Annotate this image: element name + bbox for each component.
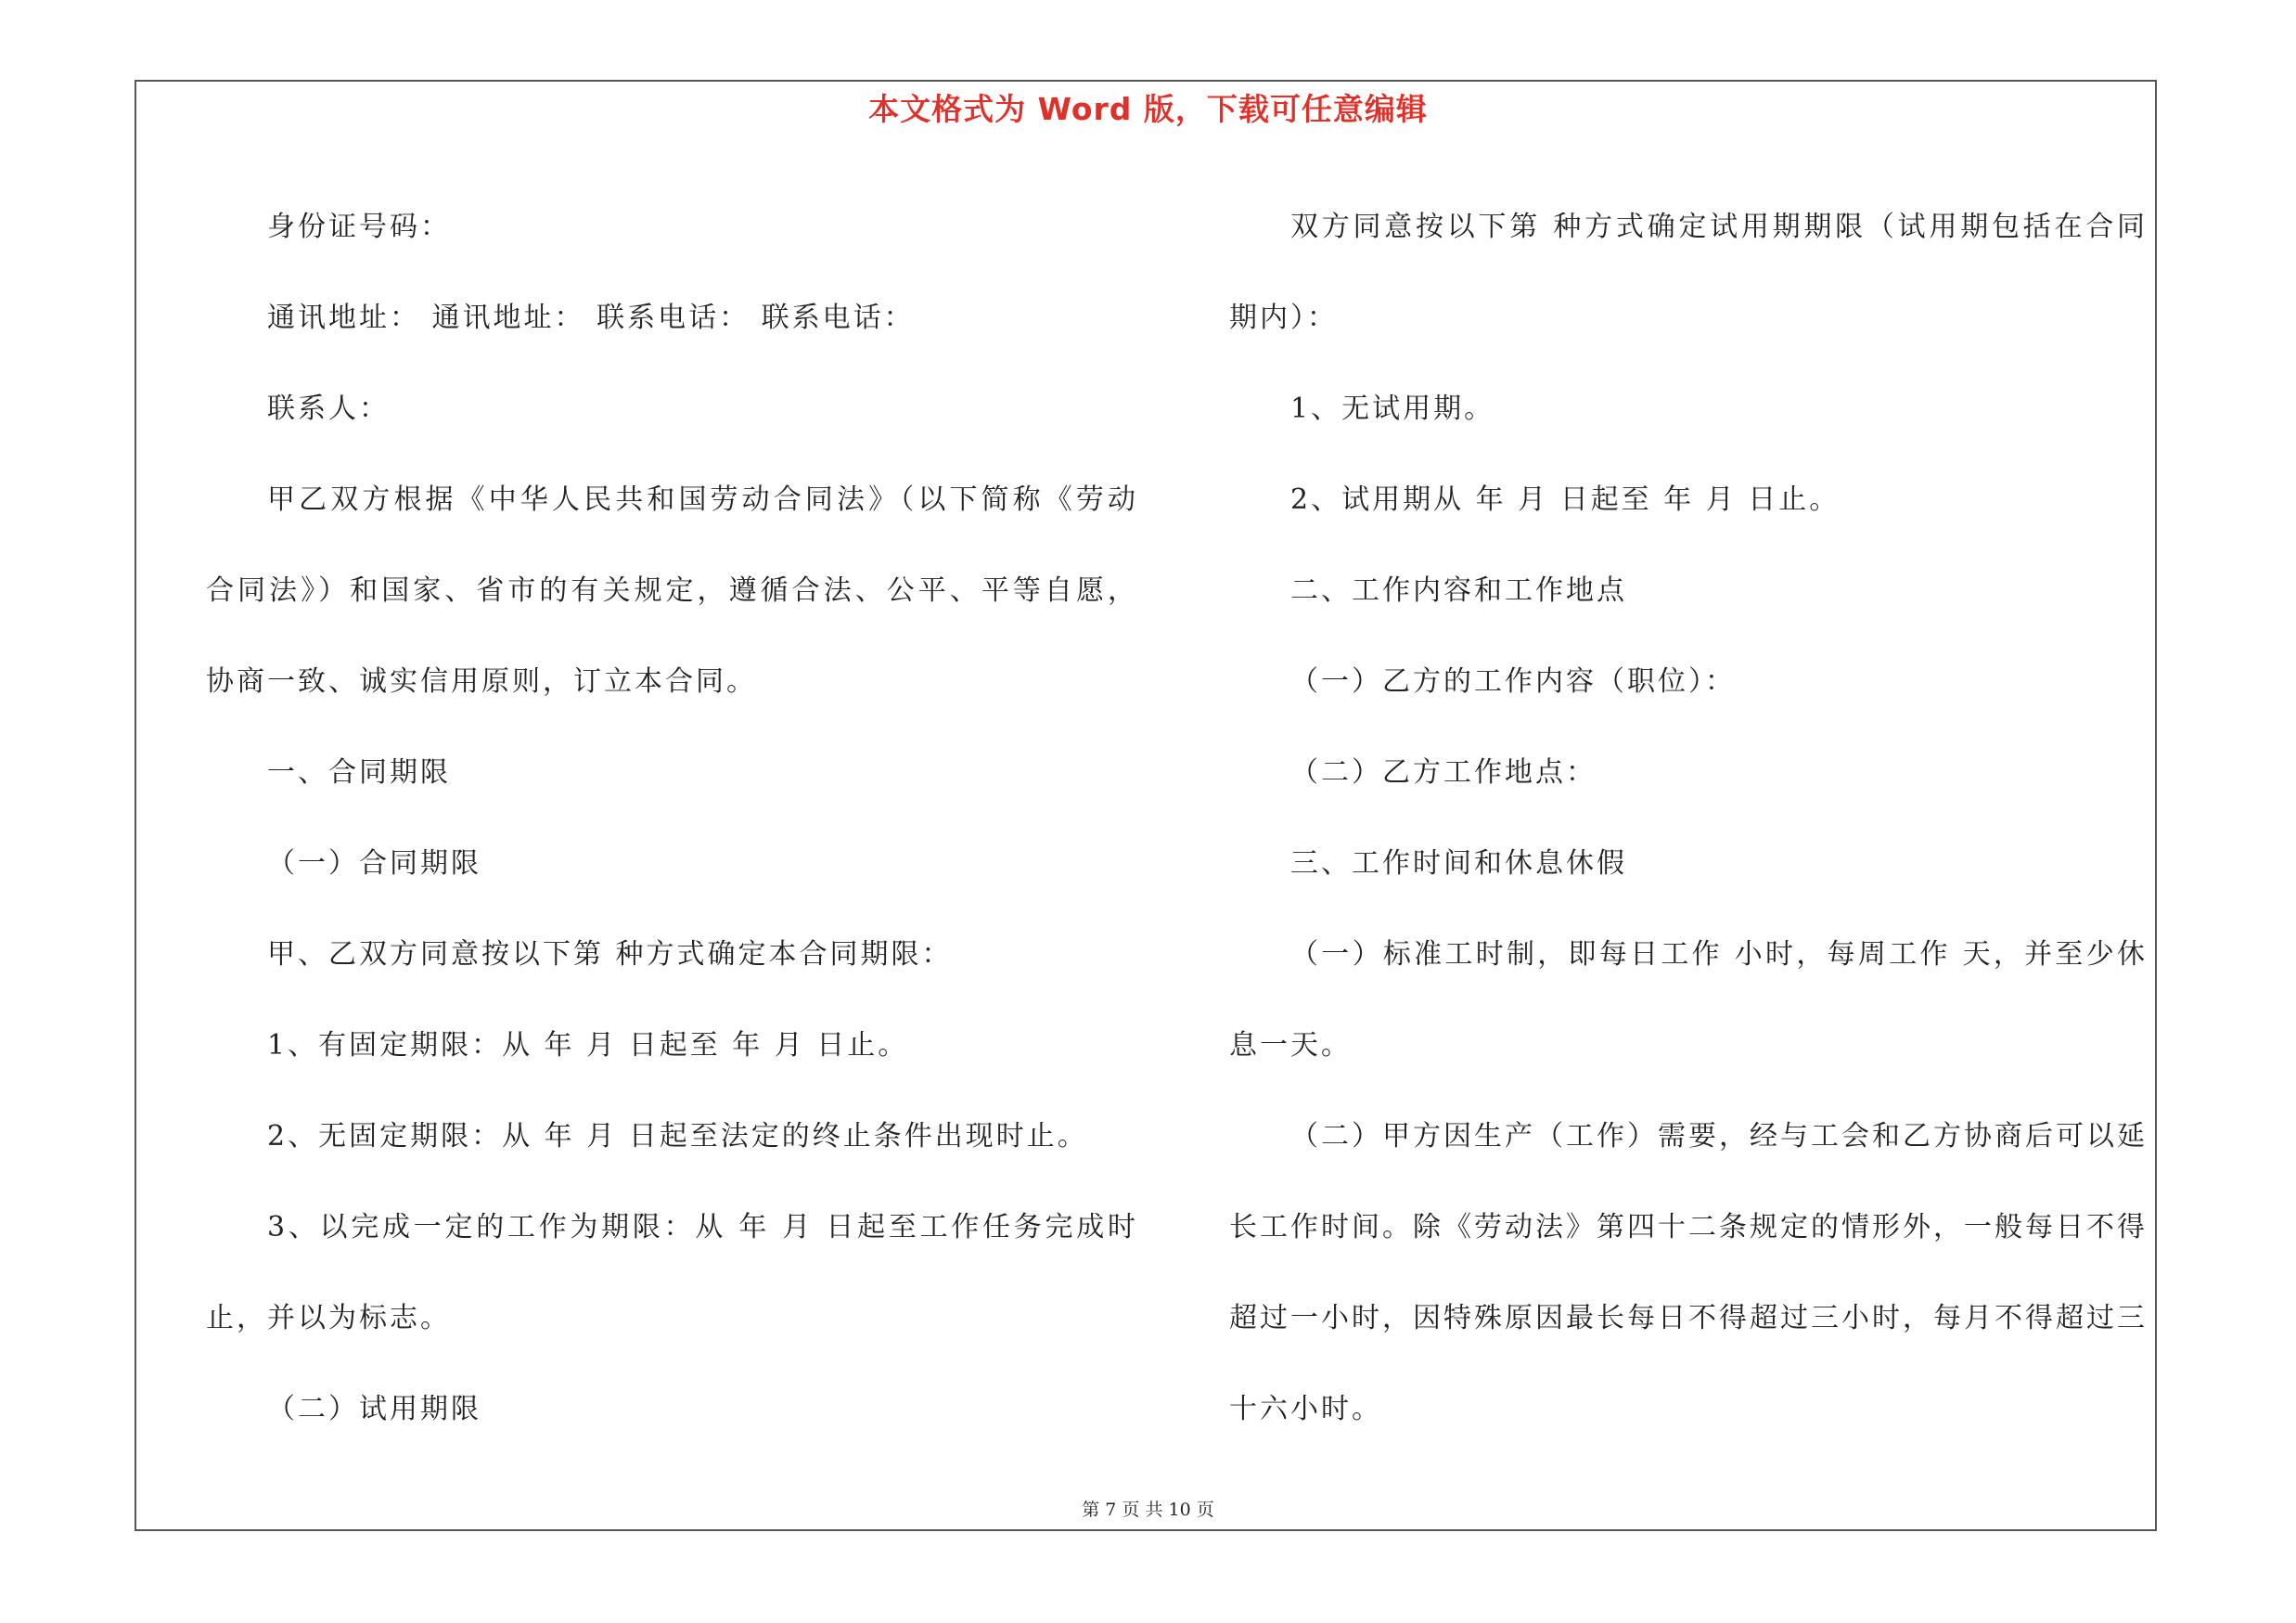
no-probation-item: 1、无试用期。 — [1290, 393, 1495, 425]
probation-period-item: 2、试用期从 年 月 日起至 年 月 日止。 — [1290, 483, 1841, 516]
id-number-line: 身份证号码： — [267, 211, 451, 243]
contact-person-line: 联系人： — [267, 393, 390, 425]
overtime-paragraph: （二）甲方因生产（工作）需要，经与工会和乙方协商后可以延长工作时间。除《劳动法》第四十二条规定的情形外，一般每日不得超过一小时，因特殊原因最长每日不得超过三小时，每月不得超过三十六小时。 — [1229, 1120, 2148, 1425]
word-format-banner: 本文格式为 Word 版，下载可任意编辑 — [868, 91, 1428, 127]
page-number-footer: 第 7 页 共 10 页 — [1082, 1500, 1214, 1520]
work-location-item: （二）乙方工作地点： — [1290, 756, 1597, 789]
task-term-item: 3、以完成一定的工作为期限：从 年 月 日起至工作任务完成时止，并以为标志。 — [206, 1211, 1138, 1334]
section-heading-contract-term: 一、合同期限 — [267, 756, 451, 789]
fixed-term-item: 1、有固定期限：从 年 月 日起至 年 月 日止。 — [267, 1029, 909, 1062]
address-phone-line: 通讯地址： 通讯地址： 联系电话： 联系电话： — [267, 302, 915, 334]
left-column — [206, 182, 1138, 1455]
standard-hours-paragraph: （一）标准工时制，即每日工作 小时，每周工作 天，并至少休息一天。 — [1229, 938, 2148, 1062]
work-content-item: （一）乙方的工作内容（职位）： — [1290, 665, 1736, 698]
right-column — [1229, 182, 2148, 1455]
open-term-item: 2、无固定期限：从 年 月 日起至法定的终止条件出现时止。 — [267, 1120, 1088, 1153]
subsection-probation: （二）试用期限 — [267, 1393, 481, 1425]
section-heading-working-hours: 三、工作时间和休息休假 — [1290, 847, 1627, 880]
term-method-line: 甲、乙双方同意按以下第 种方式确定本合同期限： — [267, 938, 953, 971]
subsection-contract-term: （一）合同期限 — [267, 847, 481, 880]
section-heading-work-content: 二、工作内容和工作地点 — [1290, 574, 1627, 607]
preamble-paragraph: 甲乙双方根据《中华人民共和国劳动合同法》（以下简称《劳动合同法》）和国家、省市的有关规定，遵循合法、公平、平等自愿，协商一致、诚实信用原则，订立本合同。 — [206, 483, 1138, 698]
probation-method-paragraph: 双方同意按以下第 种方式确定试用期期限（试用期包括在合同期内）： — [1229, 211, 2148, 334]
